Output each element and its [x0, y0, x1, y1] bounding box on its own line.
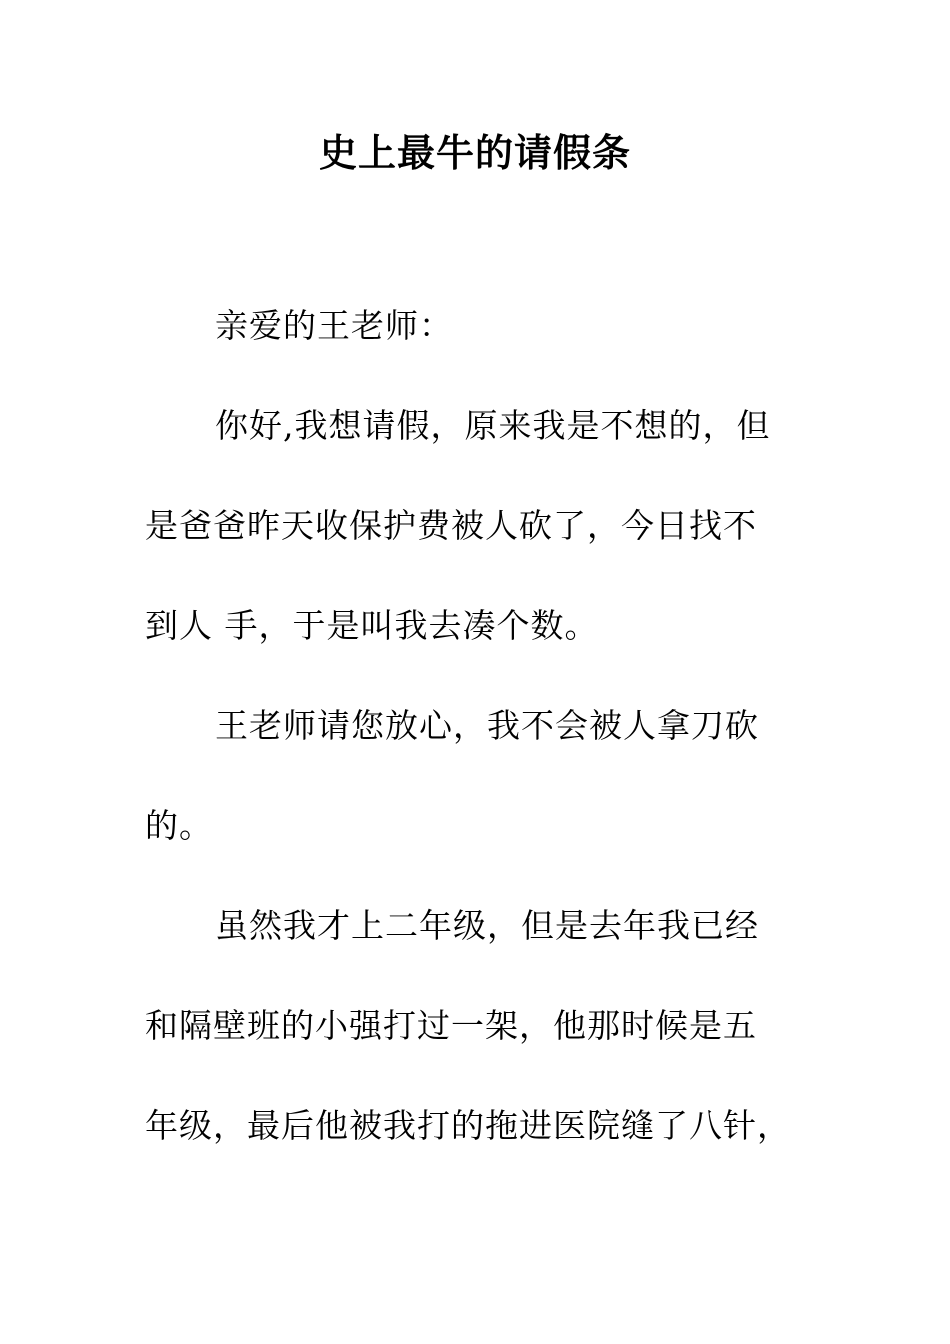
- body-line: 是爸爸昨天收保护费被人砍了，今日找不: [145, 506, 757, 545]
- body-line: 和隔壁班的小强打过一架，他那时候是五: [145, 1006, 757, 1045]
- body-line: 你好,我想请假，原来我是不想的，但: [215, 406, 771, 445]
- body-line: 到人 手，于是叫我去凑个数。: [145, 606, 599, 645]
- body-line: 的。: [145, 806, 213, 845]
- body-line: 王老师请您放心，我不会被人拿刀砍: [215, 706, 759, 745]
- body-line: 虽然我才上二年级，但是去年我已经: [215, 906, 759, 945]
- document-title: 史上最牛的请假条: [318, 130, 631, 175]
- body-line: 年级，最后他被我打的拖进医院缝了八针，: [145, 1106, 791, 1145]
- salutation-line: 亲爱的王老师：: [215, 306, 453, 345]
